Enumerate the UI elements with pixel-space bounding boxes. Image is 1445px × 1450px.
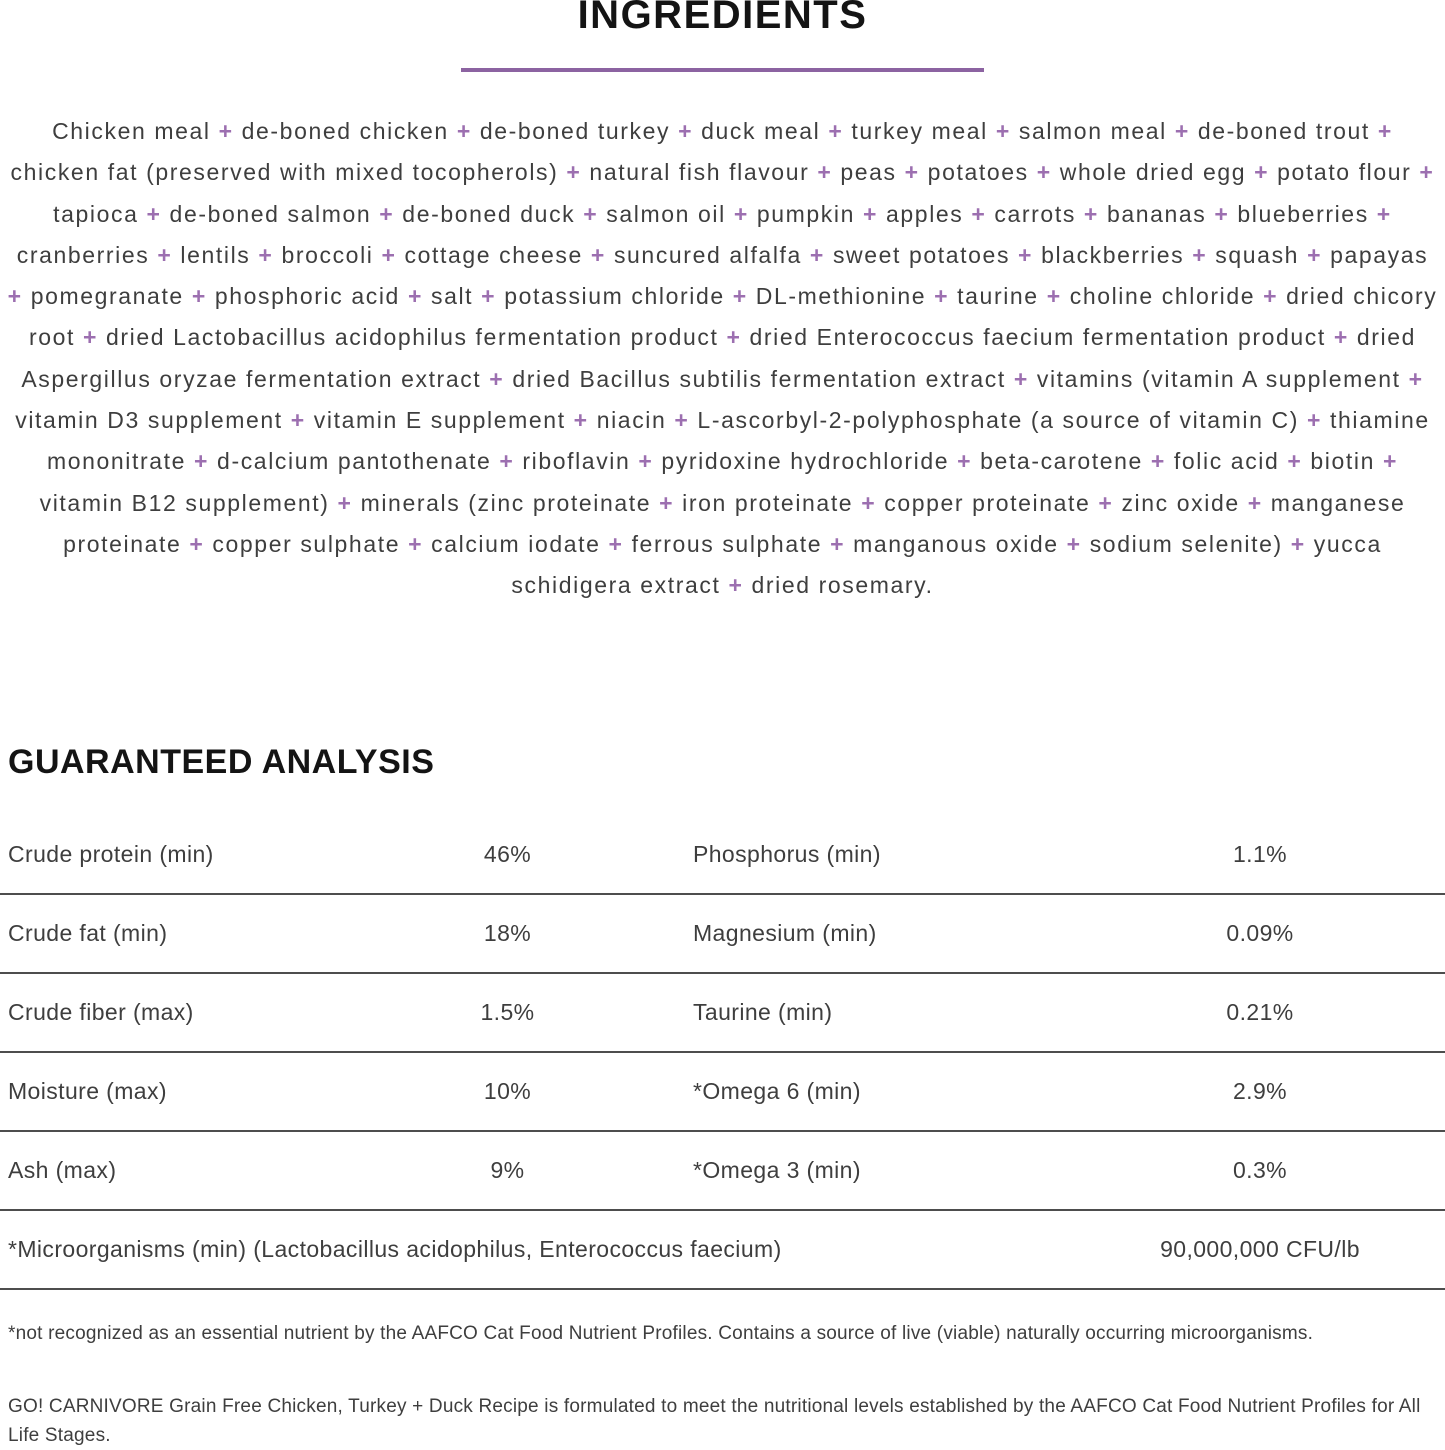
plus-separator: +: [74, 324, 106, 351]
plus-separator: +: [809, 159, 841, 186]
plus-separator: +: [1142, 448, 1174, 475]
analysis-left-value: 46%: [483, 841, 532, 867]
plus-separator: +: [963, 200, 995, 227]
plus-separator: +: [373, 241, 405, 268]
analysis-row: [0, 1053, 1445, 1132]
analysis-row: [0, 1132, 1445, 1211]
analysis-right-value: 0.21%: [1226, 999, 1294, 1025]
plus-separator: +: [1038, 283, 1070, 310]
plus-separator: +: [1005, 365, 1037, 392]
plus-separator: +: [250, 241, 282, 268]
plus-separator: +: [1368, 200, 1392, 227]
footnote-formulation: GO! CARNIVORE Grain Free Chicken, Turkey + Duck Recipe is formulated to meet the nutritional levels established by the AAFCO Cat Food Nutrient Profiles for All Life Stages.: [8, 1396, 1421, 1446]
plus-separator: +: [666, 407, 698, 434]
plus-separator: +: [651, 489, 683, 516]
plus-separator: +: [481, 365, 513, 392]
plus-separator: +: [210, 118, 242, 144]
plus-separator: +: [1279, 448, 1311, 475]
analysis-right-label: *Omega 3 (min): [693, 1157, 861, 1183]
plus-separator: +: [670, 118, 702, 144]
title-divider: [461, 68, 984, 72]
plus-separator: +: [1206, 200, 1238, 227]
plus-separator: +: [1299, 407, 1331, 434]
analysis-left-value: 18%: [483, 920, 532, 946]
plus-separator: +: [1075, 200, 1107, 227]
analysis-right-label: *Omega 6 (min): [693, 1078, 861, 1104]
plus-separator: +: [1400, 365, 1424, 392]
plus-separator: +: [448, 118, 480, 144]
analysis-right-label: Phosphorus (min): [693, 841, 881, 867]
analysis-right-value: 0.3%: [1232, 1157, 1288, 1183]
analysis-left-label: Crude protein (min): [8, 841, 214, 867]
plus-separator: +: [600, 530, 632, 557]
analysis-right-value: 2.9%: [1232, 1078, 1288, 1104]
plus-separator: +: [1325, 324, 1357, 351]
plus-separator: +: [801, 241, 833, 268]
plus-separator: +: [371, 200, 403, 227]
plus-separator: +: [329, 489, 361, 516]
plus-separator: +: [582, 241, 614, 268]
plus-separator: +: [949, 448, 981, 475]
plus-separator: +: [575, 200, 607, 227]
plus-separator: +: [186, 448, 218, 475]
plus-separator: +: [282, 407, 314, 434]
plus-separator: +: [1010, 241, 1042, 268]
plus-separator: +: [1090, 489, 1122, 516]
plus-separator: +: [820, 118, 852, 144]
ingredients-title: INGREDIENTS: [577, 0, 868, 37]
analysis-row: [0, 974, 1445, 1053]
plus-separator: +: [630, 448, 662, 475]
plus-separator: +: [565, 407, 597, 434]
plus-separator: +: [1375, 448, 1399, 475]
plus-separator: +: [720, 572, 752, 599]
plus-separator: +: [926, 283, 958, 310]
plus-separator: +: [1246, 159, 1278, 186]
analysis-rows-container: [0, 816, 1445, 1211]
plus-separator: +: [855, 200, 887, 227]
plus-separator: +: [896, 159, 928, 186]
plus-separator: +: [1282, 530, 1314, 557]
plus-separator: +: [853, 489, 885, 516]
analysis-left-value: 10%: [483, 1078, 532, 1104]
plus-separator: +: [1184, 241, 1216, 268]
microorganisms-value: 90,000,000 CFU/lb: [1160, 1236, 1360, 1262]
plus-separator: +: [822, 530, 854, 557]
plus-separator: +: [558, 159, 590, 186]
plus-separator: +: [1058, 530, 1090, 557]
analysis-right-value: 0.09%: [1226, 920, 1294, 946]
plus-separator: +: [399, 283, 431, 310]
analysis-left-label: Crude fiber (max): [8, 999, 194, 1025]
plus-separator: +: [400, 530, 432, 557]
microorganisms-label: *Microorganisms (min) (Lactobacillus acidophilus, Enterococcus faecium): [8, 1236, 782, 1262]
analysis-left-value: 1.5%: [480, 999, 535, 1025]
guaranteed-analysis-title: GUARANTEED ANALYSIS: [8, 743, 435, 781]
analysis-row: [0, 816, 1445, 895]
plus-separator: +: [473, 283, 505, 310]
plus-separator: +: [138, 200, 170, 227]
plus-separator: +: [7, 283, 31, 310]
plus-separator: +: [724, 283, 756, 310]
plus-separator: +: [1239, 489, 1271, 516]
plus-separator: +: [1166, 118, 1198, 144]
analysis-row: [0, 895, 1445, 974]
analysis-left-label: Ash (max): [8, 1157, 117, 1183]
microorganisms-row: [0, 1211, 1445, 1290]
plus-separator: +: [987, 118, 1019, 144]
guaranteed-analysis-table: [0, 816, 1445, 1290]
plus-separator: +: [181, 530, 213, 557]
plus-separator: +: [149, 241, 181, 268]
ingredients-paragraph: Chicken meal + de-boned chicken + de-boned turkey + duck meal + turkey meal + salmon meal + de-boned trout + chicken fat (preserved with mixed tocopherols) + natural fish flavour + peas + potatoes + whole dried egg + potato flour + tapioca + de-boned salmon + de-boned duck + salmon oil + pumpkin + apples + carrots + bananas + blueberries + cranberries + lentils + broccoli + cottage cheese + suncured alfalfa + sweet potatoes + blackberries + squash + papayas + pomegranate + phosphoric acid + salt + potassium chloride + DL-methionine + taurine + choline chloride + dried chicory root + dried Lactobacillus acidophilus fermentation product + dried Enterococcus faecium fermentation product + dried Aspergillus oryzae fermentation extract + dried Bacillus subtilis fermentation extract + vitamins (vitamin A supplement + vitamin D3 supplement + vitamin E supplement + niacin + L-ascorbyl-2-polyphosphate (a source of vitamin C) + thiamine mononitrate + d-calcium pantothenate + riboflavin + pyridoxine hydrochloride + beta-carotene + folic acid + biotin + vitamin B12 supplement) + minerals (zinc proteinate + iron proteinate + copper proteinate + zinc oxide + manganese proteinate + copper sulphate + calcium iodate + ferrous sulphate + manganous oxide + sodium selenite) + yucca schidigera extract + dried rosemary.: [7, 118, 1438, 599]
analysis-left-value: 9%: [490, 1157, 525, 1183]
plus-separator: +: [491, 448, 523, 475]
analysis-left-label: Moisture (max): [8, 1078, 167, 1104]
footnote-aafco-nutrient: *not recognized as an essential nutrient by the AAFCO Cat Food Nutrient Profiles. Contains a source of live (viable) naturally occurring microorganisms.: [8, 1323, 1314, 1344]
analysis-right-label: Taurine (min): [693, 999, 833, 1025]
plus-separator: +: [725, 200, 757, 227]
plus-separator: +: [1411, 159, 1435, 186]
plus-separator: +: [183, 283, 215, 310]
plus-separator: +: [718, 324, 750, 351]
analysis-right-value: 1.1%: [1232, 841, 1288, 867]
plus-separator: +: [1028, 159, 1060, 186]
analysis-left-label: Crude fat (min): [8, 920, 168, 946]
plus-separator: +: [1255, 283, 1287, 310]
plus-separator: +: [1369, 118, 1393, 144]
analysis-right-label: Magnesium (min): [693, 920, 877, 946]
plus-separator: +: [1299, 241, 1331, 268]
